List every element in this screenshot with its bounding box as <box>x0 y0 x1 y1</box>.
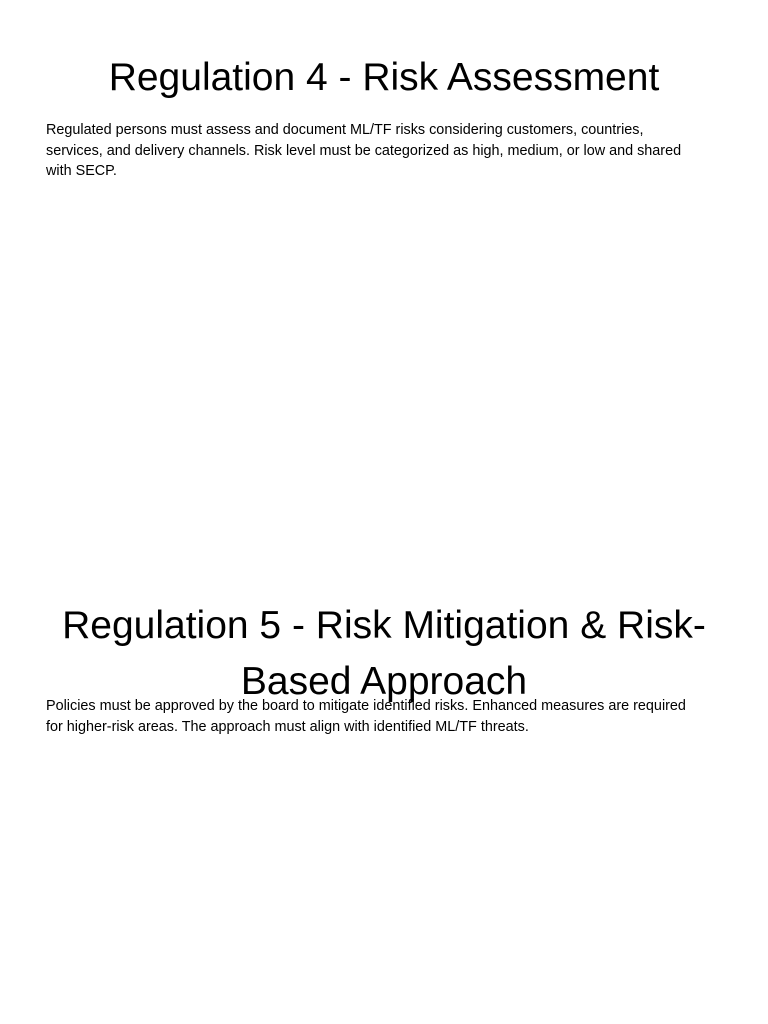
regulation-5-body: Policies must be approved by the board to mitigate identified risks. Enhanced measures are required for higher-risk areas. The approach must align with identified ML/TF threats. <box>46 698 686 735</box>
regulation-4-section <box>0 50 768 180</box>
regulation-5-title: Regulation 5 - Risk Mitigation & Risk-Based Approach <box>62 604 706 703</box>
regulation-5-section <box>0 598 768 735</box>
regulation-4-title: Regulation 4 - Risk Assessment <box>108 56 660 99</box>
regulation-4-body: Regulated persons must assess and document ML/TF risks considering customers, countries, services, and delivery channels. Risk level must be categorized as high, medium, or low and shared with SECP. <box>46 122 682 180</box>
